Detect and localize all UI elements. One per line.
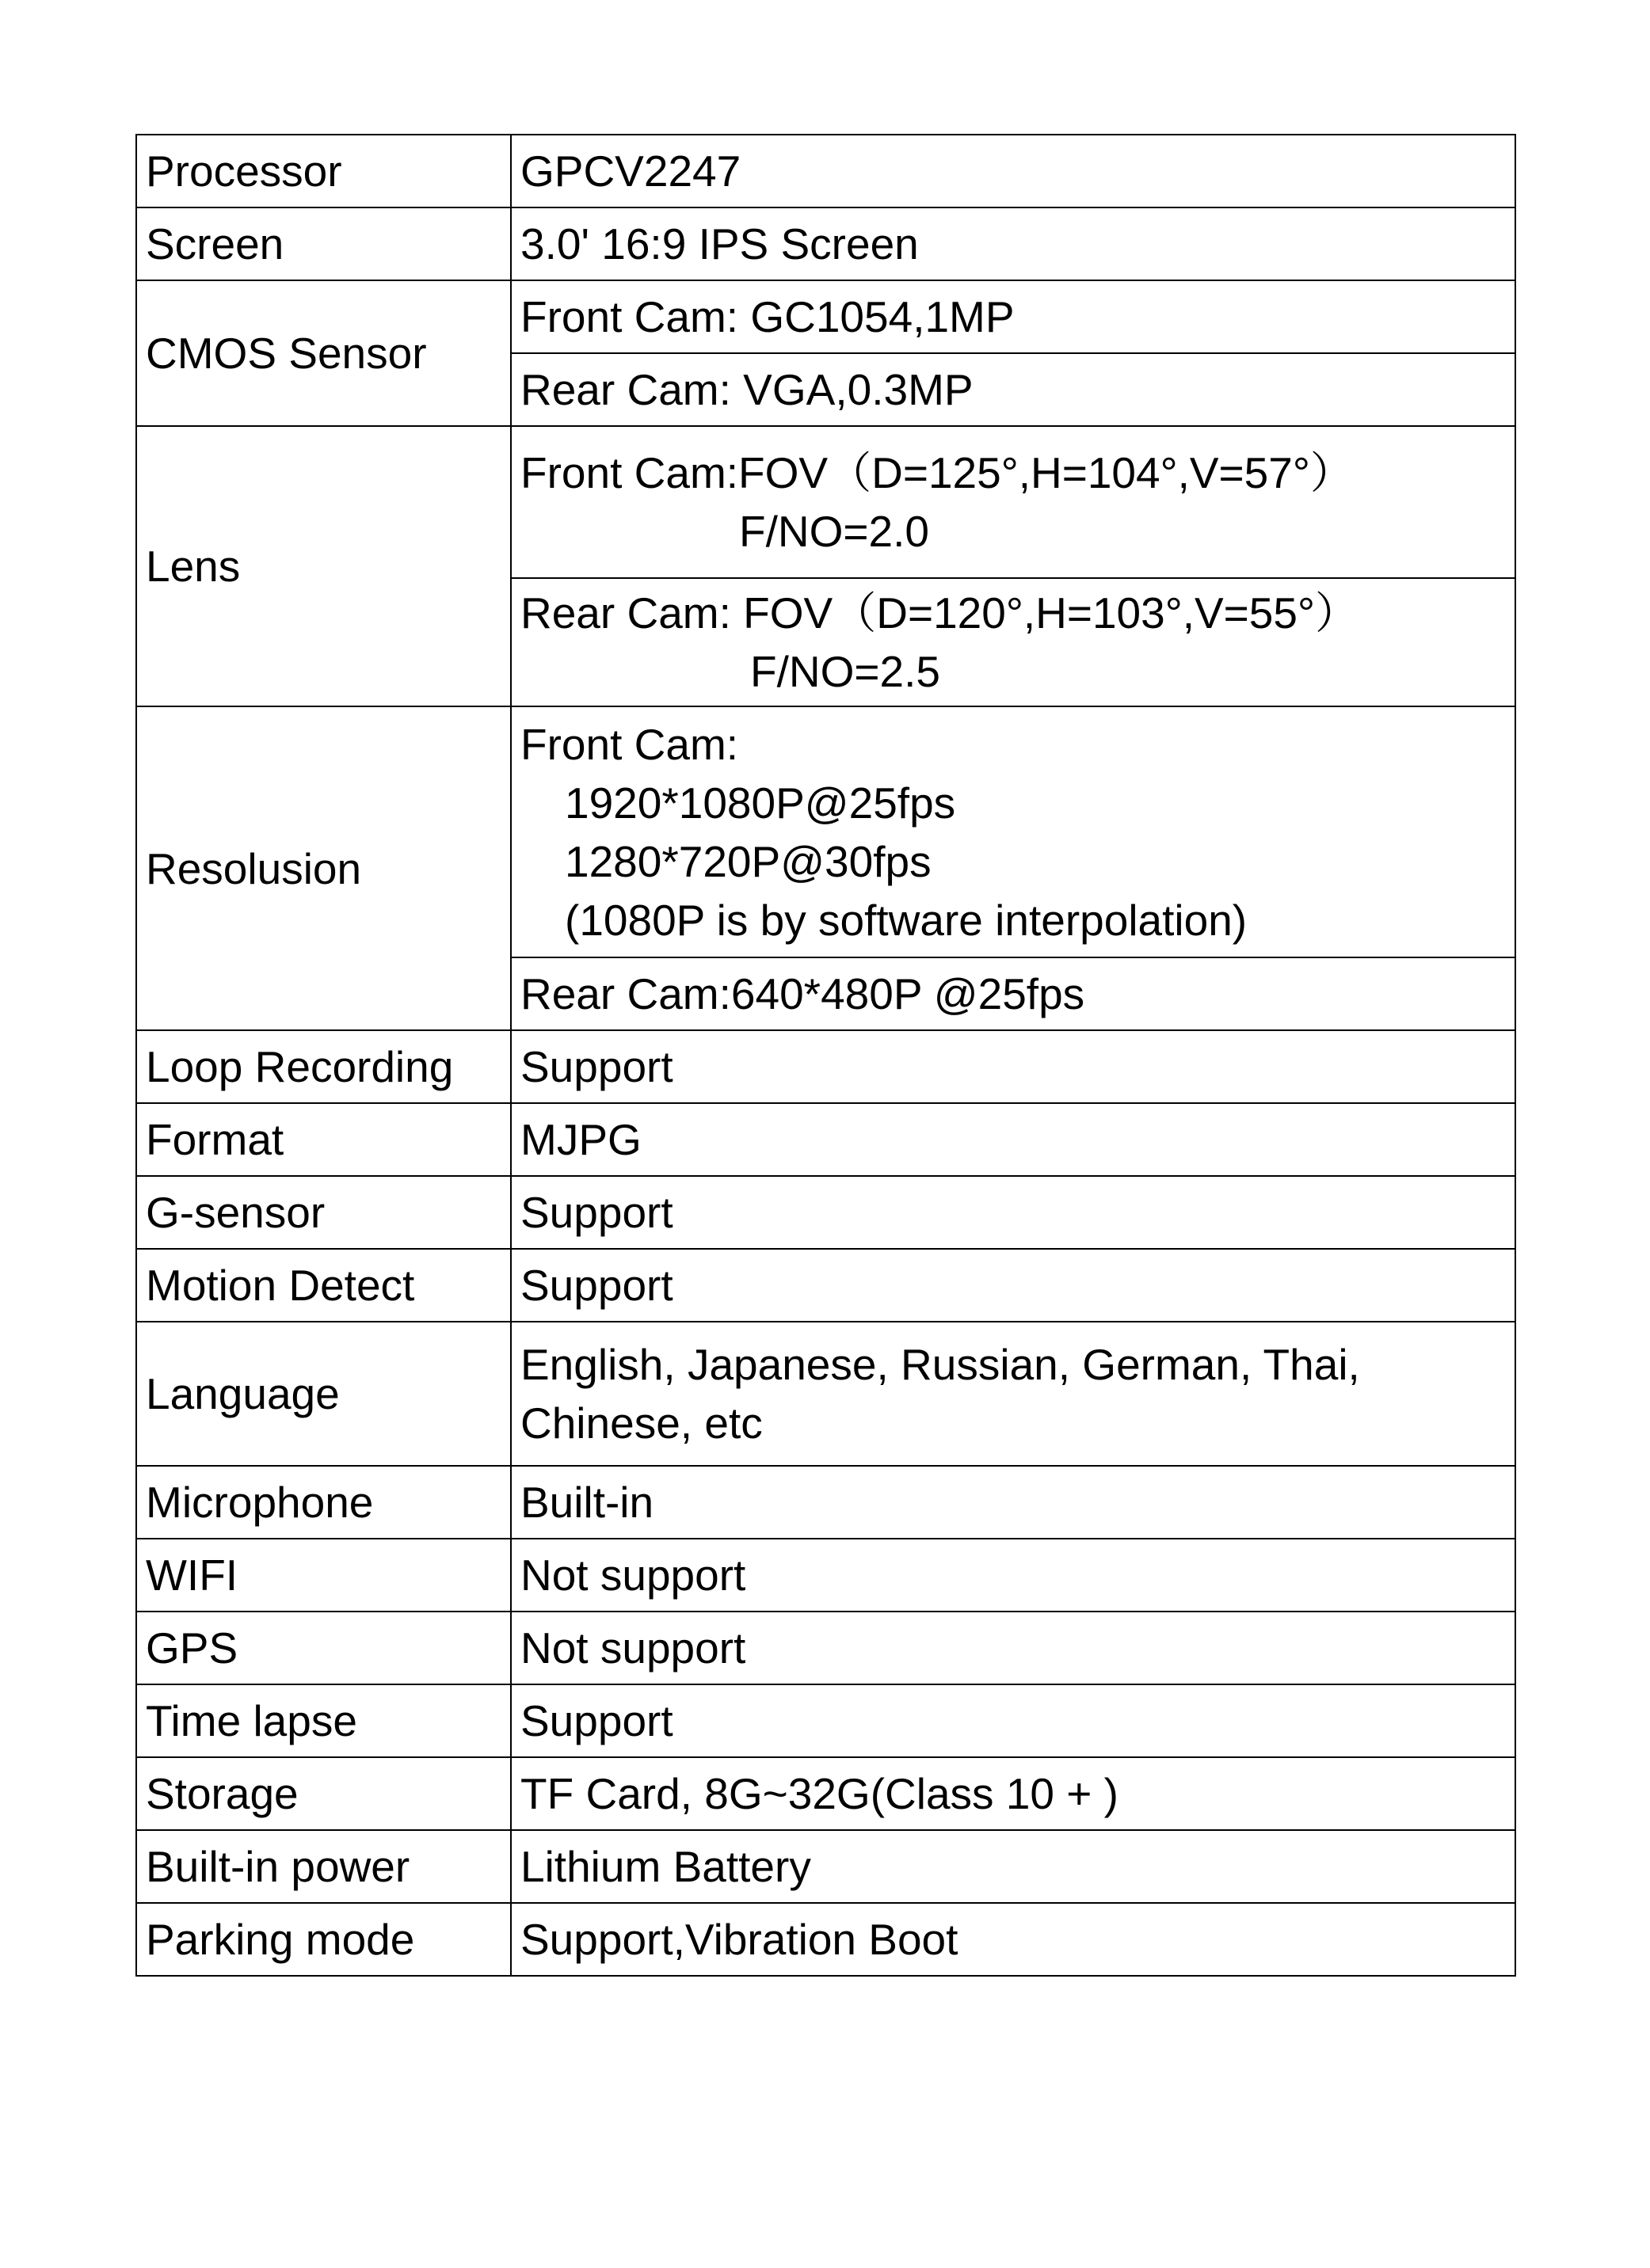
spec-label-microphone: Microphone: [136, 1466, 511, 1539]
spec-table: [135, 134, 1516, 1977]
spec-value-screen: 3.0' 16:9 IPS Screen: [511, 207, 1515, 280]
spec-label-motion-detect: Motion Detect: [136, 1249, 511, 1322]
table-row: [136, 1103, 1515, 1176]
spec-value-builtin-power: Lithium Battery: [511, 1830, 1515, 1903]
spec-value-lens-front: [511, 426, 1515, 578]
spec-value-language: [511, 1322, 1515, 1466]
spec-value-time-lapse: Support: [511, 1684, 1515, 1757]
table-row: [136, 1903, 1515, 1976]
spec-value-processor: GPCV2247: [511, 135, 1515, 207]
table-row: [136, 1176, 1515, 1249]
spec-label-storage: Storage: [136, 1757, 511, 1830]
table-row: [136, 706, 1515, 957]
spec-label-screen: Screen: [136, 207, 511, 280]
spec-label-parking-mode: Parking mode: [136, 1903, 511, 1976]
spec-value-g-sensor: Support: [511, 1176, 1515, 1249]
table-row: [136, 1322, 1515, 1466]
spec-label-builtin-power: Built-in power: [136, 1830, 511, 1903]
lens-front-fov: Front Cam:FOV（D=125°,H=104°,V=57°）: [520, 448, 1354, 497]
spec-label-lens: Lens: [136, 426, 511, 706]
resolution-front-title: Front Cam:: [520, 719, 739, 769]
spec-value-cmos-front: Front Cam: GC1054,1MP: [511, 280, 1515, 353]
spec-value-microphone: Built-in: [511, 1466, 1515, 1539]
spec-value-cmos-rear: Rear Cam: VGA,0.3MP: [511, 353, 1515, 426]
spec-value-storage: TF Card, 8G~32G(Class 10 + ): [511, 1757, 1515, 1830]
spec-label-language: Language: [136, 1322, 511, 1466]
spec-value-parking-mode: Support,Vibration Boot: [511, 1903, 1515, 1976]
table-row: [136, 1539, 1515, 1612]
spec-value-motion-detect: Support: [511, 1249, 1515, 1322]
spec-label-format: Format: [136, 1103, 511, 1176]
lens-front-fno: F/NO=2.0: [739, 507, 929, 556]
resolution-front-mode: 1280*720P@30fps: [565, 836, 932, 886]
resolution-front-mode: 1920*1080P@25fps: [565, 778, 956, 828]
table-row: [136, 207, 1515, 280]
table-row: [136, 1830, 1515, 1903]
table-row: [136, 1030, 1515, 1103]
spec-value-loop-recording: Support: [511, 1030, 1515, 1103]
spec-label-g-sensor: G-sensor: [136, 1176, 511, 1249]
resolution-front-note: (1080P is by software interpolation): [565, 895, 1248, 945]
spec-value-lens-rear: [511, 578, 1515, 706]
table-row: [136, 1684, 1515, 1757]
spec-label-wifi: WIFI: [136, 1539, 511, 1612]
spec-label-loop-recording: Loop Recording: [136, 1030, 511, 1103]
spec-label-cmos: CMOS Sensor: [136, 280, 511, 426]
language-line: Chinese, etc: [520, 1398, 763, 1448]
lens-rear-fov: Rear Cam: FOV（D=120°,H=103°,V=55°）: [520, 588, 1358, 637]
table-row: [136, 1612, 1515, 1684]
spec-label-processor: Processor: [136, 135, 511, 207]
table-row: [136, 426, 1515, 578]
table-row: [136, 1249, 1515, 1322]
spec-label-gps: GPS: [136, 1612, 511, 1684]
spec-value-wifi: Not support: [511, 1539, 1515, 1612]
spec-value-gps: Not support: [511, 1612, 1515, 1684]
spec-value-format: MJPG: [511, 1103, 1515, 1176]
spec-label-time-lapse: Time lapse: [136, 1684, 511, 1757]
table-row: [136, 280, 1515, 353]
spec-value-resolution-rear: Rear Cam:640*480P @25fps: [511, 957, 1515, 1030]
spec-label-resolution: Resolusion: [136, 706, 511, 1030]
language-line: English, Japanese, Russian, German, Thai,: [520, 1340, 1360, 1389]
table-row: [136, 1757, 1515, 1830]
table-row: [136, 1466, 1515, 1539]
spec-value-resolution-front: [511, 706, 1515, 957]
table-row: [136, 135, 1515, 207]
lens-rear-fno: F/NO=2.5: [750, 647, 940, 696]
